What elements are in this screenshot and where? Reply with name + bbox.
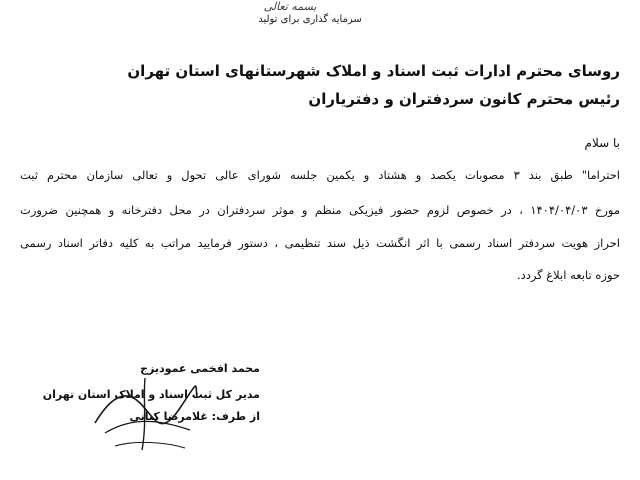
addressee-line-1: روسای محترم ادارات ثبت اسناد و املاک شهرستانهای استان تهران [127, 62, 620, 80]
signatory-title: مدیر کل ثبت اسناد و املاک استان تهران [42, 388, 260, 401]
body-line-3: احراز هویت سردفتر اسناد رسمی با اثر انگشت ذیل سند تنظیمی ، دستور فرمایید مراتب به کلیه دفاتر اسناد رسمی [20, 236, 620, 250]
signatory-name: محمد افخمی عمودیزج [140, 362, 260, 375]
greeting: با سلام [584, 136, 620, 150]
body-line-2: مورخ ۱۴۰۴/۰۴/۰۳ ، در خصوص لزوم حضور فیزیکی منظم و موثر سردفتران در محل دفترخانه و همچنین ضرورت [20, 203, 620, 217]
addressee-line-2: رئیس محترم کانون سردفتران و دفتریاران [308, 90, 620, 108]
basmala-header: بسمه تعالی [263, 0, 317, 13]
body-line-1: احتراما" طبق بند ۳ مصوبات یکصد و هشتاد و یکمین جلسه شورای عالی تحول و تعالی سازمان محترم ثبت [20, 168, 621, 182]
year-slogan: سرمایه گذاری برای تولید [258, 14, 362, 25]
signatory-on-behalf: از طرف: غلامرضا کیانی [129, 410, 260, 423]
body-line-4: حوزه تابعه ابلاغ گردد. [516, 268, 620, 282]
handwritten-signature [85, 368, 205, 458]
